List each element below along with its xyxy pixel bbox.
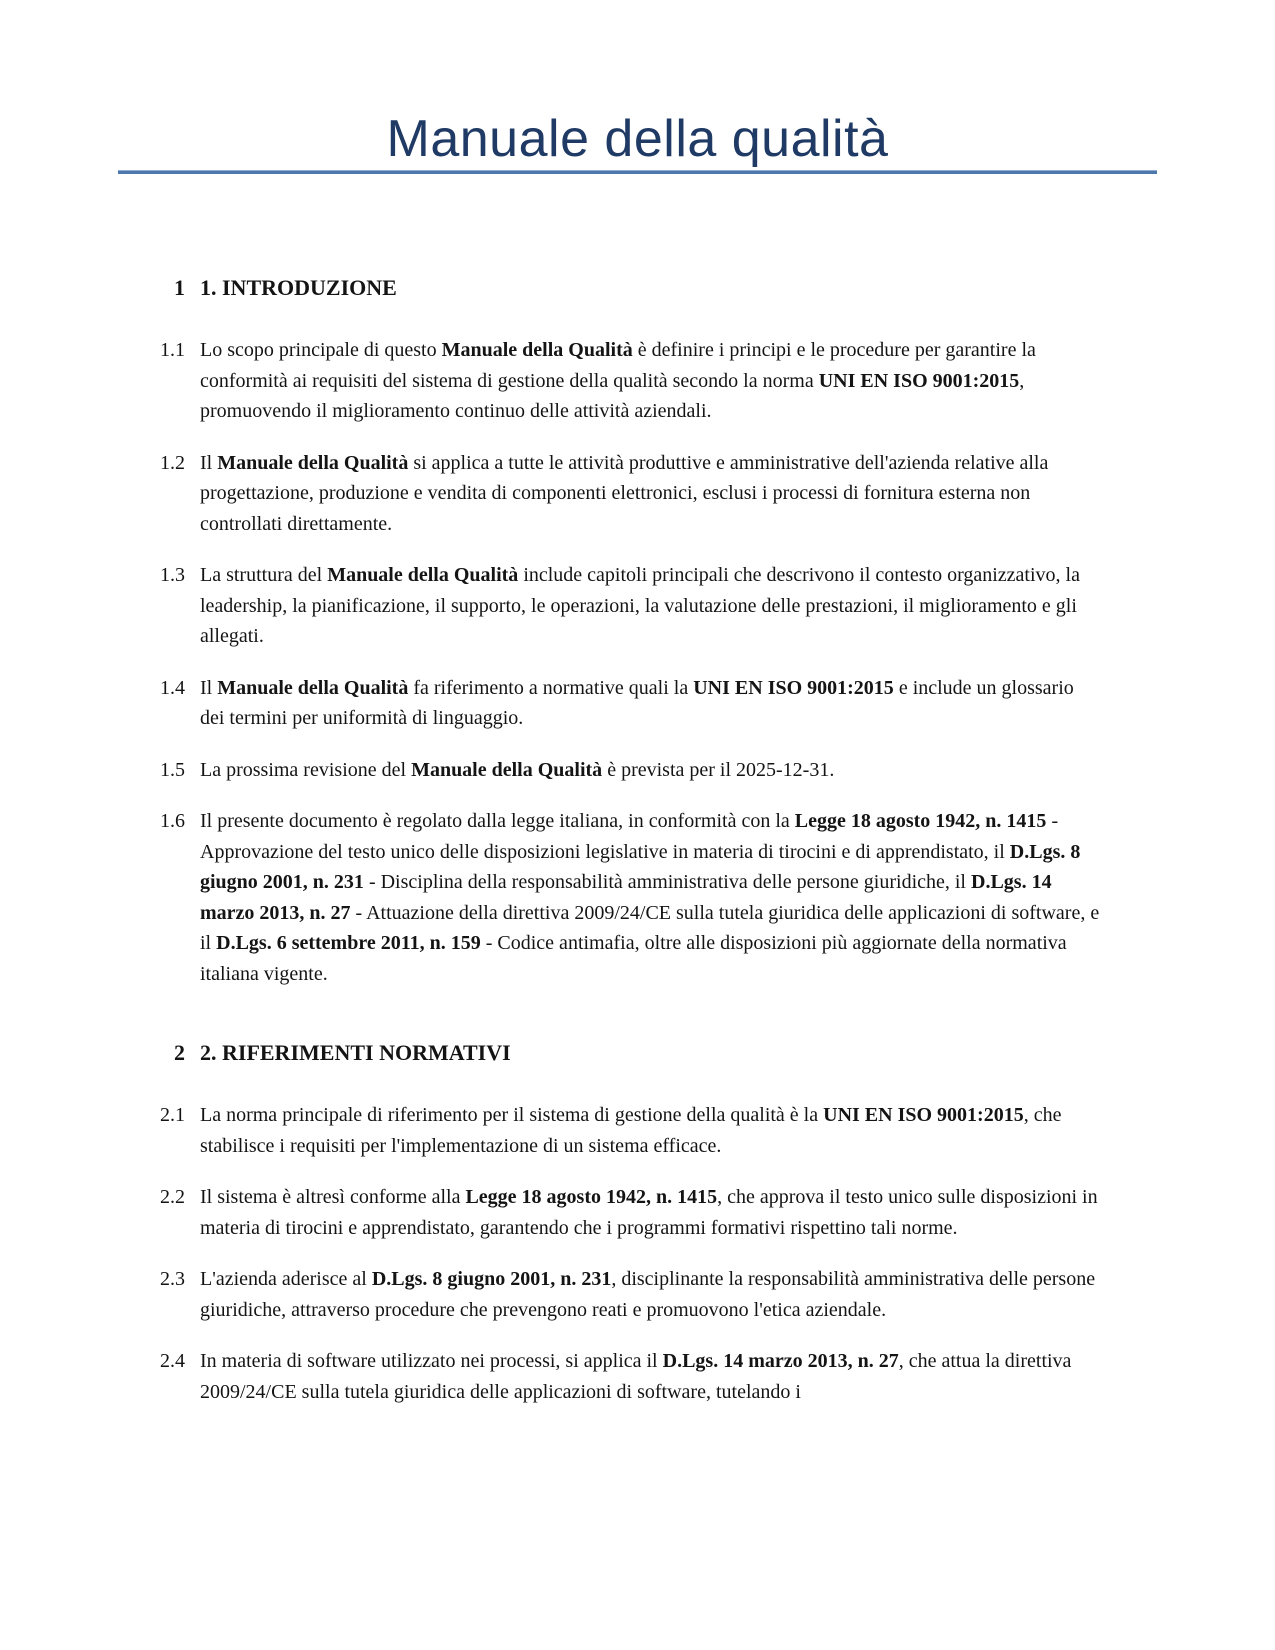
paragraph-row: [118, 1100, 1157, 1161]
text-segment: è definire i principi e le procedure per garantire la conformità ai requisiti del sistema di gestione della qualità secondo la norma: [200, 339, 1036, 392]
bold-text-segment: Manuale della Qualità: [217, 451, 409, 474]
text-segment: In materia di software utilizzato nei processi, si applica il: [200, 1350, 663, 1372]
text-segment: , promuovendo il miglioramento continuo delle attività aziendali.: [200, 369, 1025, 422]
paragraph-row: [118, 673, 1157, 734]
text-segment: - Approvazione del testo unico delle disposizioni legislative in materia di tirocini e di apprendistato, il: [200, 810, 1059, 863]
bold-text-segment: UNI EN ISO 9001:2015: [818, 369, 1020, 392]
bold-text-segment: Manuale della Qualità: [217, 676, 409, 699]
text-segment: - Codice antimafia, oltre alle disposizioni più aggiornate della normativa italiana vigente.: [200, 932, 1067, 985]
paragraph-number: 2.1: [160, 1104, 185, 1126]
paragraph-text: [200, 1182, 1102, 1243]
text-segment: , che attua la direttiva 2009/24/CE sulla tutela giuridica delle applicazioni di software, tutelando i: [200, 1350, 1072, 1403]
document-sections: [118, 274, 1157, 1407]
paragraph-text: [200, 755, 1102, 786]
text-segment: , disciplinante la responsabilità amministrativa delle persone giuridiche, attraverso procedure che prevengono reati e promuovono l'etica aziendale.: [200, 1268, 1096, 1321]
text-segment: Lo scopo principale di questo: [200, 339, 442, 361]
paragraph-text: [200, 673, 1102, 734]
text-segment: Il presente documento è regolato dalla legge italiana, in conformità con la: [200, 810, 795, 832]
paragraph-number: 2.2: [160, 1186, 185, 1208]
paragraph-text: [200, 806, 1102, 989]
paragraph-row: [118, 755, 1157, 786]
section-heading-row: [118, 1039, 1157, 1067]
bold-text-segment: Legge 18 agosto 1942, n. 1415: [465, 1186, 718, 1208]
paragraph-row: [118, 1182, 1157, 1243]
section-heading: 2. RIFERIMENTI NORMATIVI: [200, 1040, 511, 1065]
bold-text-segment: D.Lgs. 8 giugno 2001, n. 231: [200, 840, 1081, 893]
section-number: 1: [174, 275, 185, 300]
text-segment: e include un glossario dei termini per uniformità di linguaggio.: [200, 676, 1074, 729]
text-segment: Il: [200, 676, 218, 699]
bold-text-segment: D.Lgs. 8 giugno 2001, n. 231: [371, 1268, 612, 1290]
paragraph-number: 1.1: [160, 339, 185, 361]
bold-text-segment: Manuale della Qualità: [411, 758, 603, 781]
paragraph-number: 1.2: [160, 451, 185, 474]
paragraph-row: [118, 806, 1157, 989]
paragraph-text: [200, 1100, 1102, 1161]
bold-text-segment: D.Lgs. 6 settembre 2011, n. 159: [216, 932, 481, 954]
paragraph-row: [118, 1346, 1157, 1407]
bold-text-segment: UNI EN ISO 9001:2015: [823, 1104, 1024, 1126]
document-section: [118, 1039, 1157, 1407]
bold-text-segment: UNI EN ISO 9001:2015: [693, 676, 894, 699]
paragraph-row: [118, 1264, 1157, 1325]
paragraph-row: [118, 560, 1157, 652]
text-segment: La prossima revisione del: [200, 758, 412, 781]
paragraph-number: 2.4: [160, 1350, 185, 1372]
text-segment: è prevista per il 2025-12-31.: [602, 758, 835, 781]
text-segment: , che stabilisce i requisiti per l'implementazione di un sistema efficace.: [200, 1104, 1062, 1157]
text-segment: Il sistema è altresì conforme alla: [200, 1186, 466, 1208]
paragraph-text: [200, 560, 1102, 652]
paragraph-text: [200, 335, 1102, 427]
text-segment: - Attuazione della direttiva 2009/24/CE sulla tutela giuridica delle applicazioni di software, e il: [200, 901, 1100, 954]
text-segment: La struttura del: [200, 564, 328, 586]
bold-text-segment: Manuale della Qualità: [327, 564, 519, 586]
page-title: Manuale della qualità: [386, 110, 889, 168]
paragraph-row: [118, 448, 1157, 540]
section-number: 2: [174, 1040, 185, 1065]
paragraph-number: 1.4: [160, 676, 185, 699]
paragraph-text: [200, 448, 1102, 540]
text-segment: si applica a tutte le attività produttive e amministrative dell'azienda relative alla progettazione, produzione e vendita di componenti elettronici, esclusi i processi di fornitura esterna non controllati direttamente.: [200, 451, 1049, 535]
section-heading-row: [118, 274, 1157, 302]
paragraph-number: 1.3: [160, 564, 185, 586]
text-segment: include capitoli principali che descrivono il contesto organizzativo, la leadership, la pianificazione, il supporto, le operazioni, la valutazione delle prestazioni, il miglioramento e gli allegati.: [200, 564, 1080, 647]
title-block: [118, 108, 1157, 184]
text-segment: L'azienda aderisce al: [200, 1268, 372, 1290]
text-segment: - Disciplina della responsabilità amministrativa delle persone giuridiche, il: [363, 871, 971, 893]
paragraph-row: [118, 335, 1157, 427]
paragraph-text: [200, 1346, 1102, 1407]
paragraph-number: 1.6: [160, 810, 185, 832]
title-rule: [118, 170, 1157, 174]
bold-text-segment: D.Lgs. 14 marzo 2013, n. 27: [662, 1350, 899, 1372]
paragraph-text: [200, 1264, 1102, 1325]
text-segment: La norma principale di riferimento per il sistema di gestione della qualità è la: [200, 1104, 824, 1126]
bold-text-segment: Manuale della Qualità: [441, 339, 633, 361]
paragraph-number: 1.5: [160, 758, 185, 781]
text-segment: fa riferimento a normative quali la: [408, 676, 694, 699]
document-section: [118, 274, 1157, 989]
section-heading: 1. INTRODUZIONE: [200, 275, 397, 300]
paragraph-number: 2.3: [160, 1268, 185, 1290]
text-segment: Il: [200, 451, 218, 474]
bold-text-segment: Legge 18 agosto 1942, n. 1415: [794, 810, 1047, 832]
text-segment: , che approva il testo unico sulle disposizioni in materia di tirocini e apprendistato, garantendo che i programmi formativi rispettino tali norme.: [200, 1186, 1098, 1239]
bold-text-segment: D.Lgs. 14 marzo 2013, n. 27: [200, 871, 1052, 924]
